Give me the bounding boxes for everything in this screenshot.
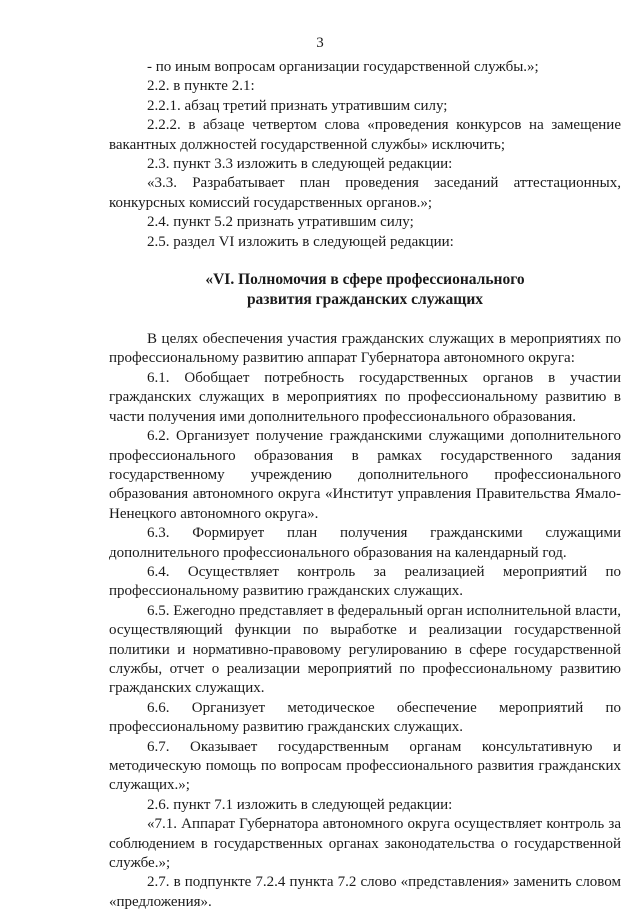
paragraph: 6.4. Осуществляет контроль за реализацией мероприятий по профессиональному развитию гражданских служащих. bbox=[109, 563, 621, 600]
section-heading bbox=[109, 270, 621, 310]
paragraph: 6.5. Ежегодно представляет в федеральный орган исполнительной власти, осуществляющий функции по выработке и реализации государственной политики и нормативно-правовому регулированию в сфере государственной службы, отчет о реализации мероприятий по профессиональному развитию гражданских служащих. bbox=[109, 602, 621, 697]
paragraph: 2.2. в пункте 2.1: bbox=[147, 78, 255, 95]
paragraph: 2.4. пункт 5.2 признать утратившим силу; bbox=[147, 214, 414, 231]
paragraph: 6.3. Формирует план получения гражданскими служащими дополнительного профессионального образования на календарный год. bbox=[109, 525, 621, 561]
section-heading-line: развития гражданских служащих bbox=[246, 291, 484, 309]
paragraph: В целях обеспечения участия гражданских служащих в мероприятиях по профессиональному развитию аппарат Губернатора автономного округа: bbox=[109, 331, 621, 367]
paragraph: 6.7. Оказывает государственным органам консультативную и методическую помощь по вопросам профессионального развития гражданских служащих.»; bbox=[109, 738, 621, 794]
paragraph: 2.2.1. абзац третий признать утратившим силу; bbox=[147, 97, 448, 114]
paragraph: 6.2. Организует получение гражданскими служащими дополнительного профессионального образования в рамках государственного задания государственному учреждению дополнительного профессионального образования автономного округа «Институт управления Правительства Ямало-Ненецкого автономного округа». bbox=[109, 428, 621, 522]
paragraph: 2.6. пункт 7.1 изложить в следующей редакции: bbox=[147, 796, 453, 813]
paragraph: 2.2.2. в абзаце четвертом слова «проведения конкурсов на замещение вакантных должностей государственной службы» исключить; bbox=[109, 117, 621, 153]
paragraph: 6.1. Обобщает потребность государственных органов в участии гражданских служащих в мероприятиях по профессиональному развитию в части получения ими дополнительного профессионального образования. bbox=[109, 369, 621, 425]
section-heading-line: «VI. Полномочия в сфере профессионального bbox=[205, 271, 525, 289]
page-number: 3 bbox=[316, 35, 324, 51]
paragraph: - по иным вопросам организации государственной службы.»; bbox=[147, 59, 539, 75]
paragraph: «7.1. Аппарат Губернатора автономного округа осуществляет контроль за соблюдением в государственных органах законодательства о государственной службе.»; bbox=[109, 816, 621, 872]
paragraph: 2.5. раздел VI изложить в следующей редакции: bbox=[147, 233, 454, 250]
paragraph: 2.7. в подпункте 7.2.4 пункта 7.2 слово «представления» заменить словом «предложения». bbox=[109, 874, 621, 910]
paragraph: 2.3. пункт 3.3 изложить в следующей редакции: bbox=[147, 156, 453, 173]
paragraph: «3.3. Разрабатывает план проведения заседаний аттестационных, конкурсных комиссий государственных органов.»; bbox=[109, 175, 621, 211]
document-body bbox=[109, 58, 621, 912]
paragraph: 6.6. Организует методическое обеспечение мероприятий по профессиональному развитию гражданских служащих. bbox=[109, 699, 621, 736]
